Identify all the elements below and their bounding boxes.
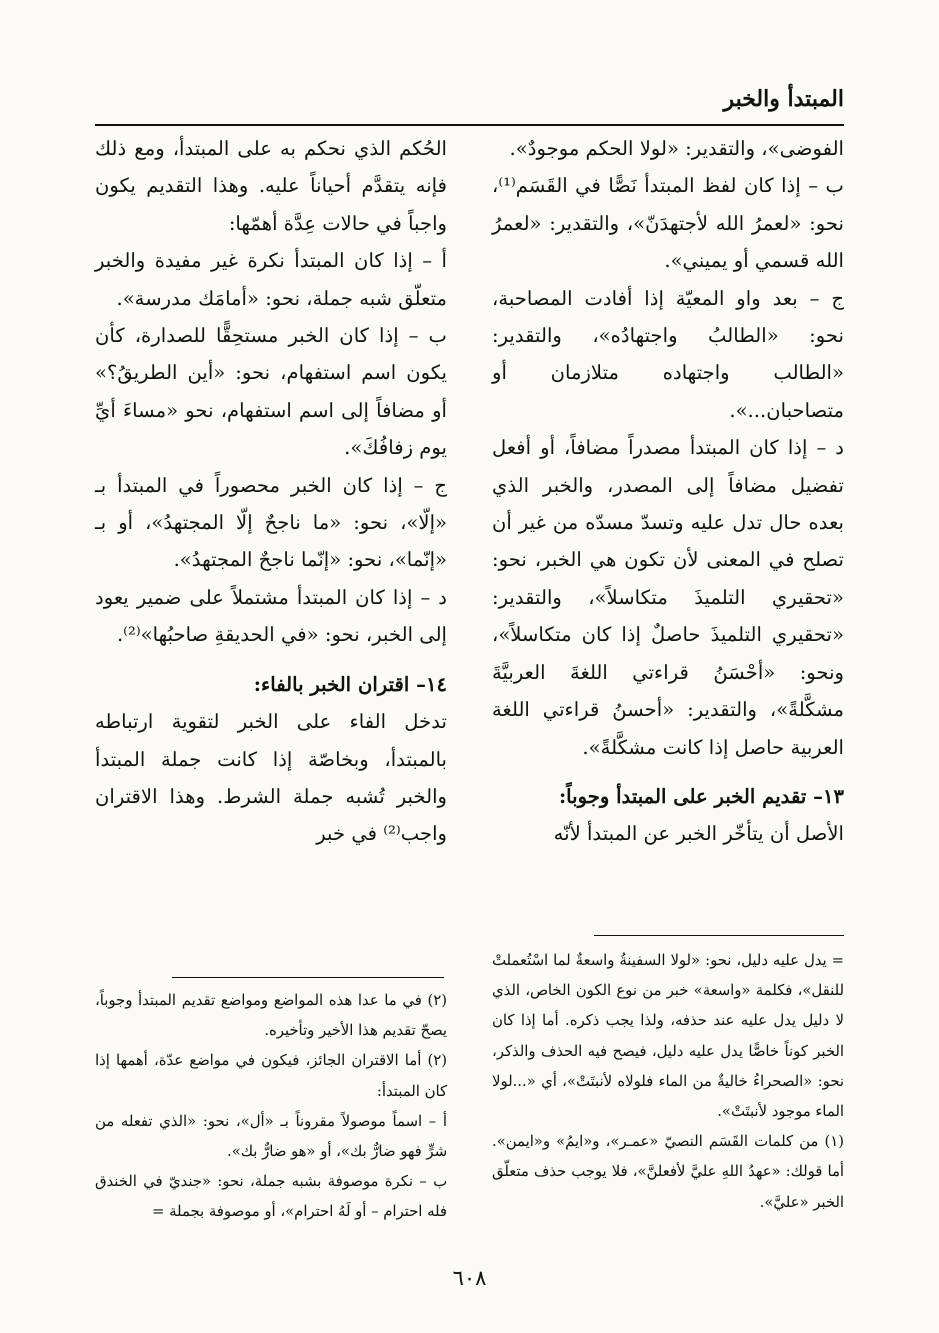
footnote: ب – نكرة موصوفة بشبه جملة، نحو: «جنديّ في الخندق فله احترام – أو لَهُ احترام»، أو موصوفة بجملة = bbox=[95, 1173, 447, 1221]
footnotes-right bbox=[492, 946, 844, 1218]
paragraph: أ – إذا كان المبتدأ نكرة غير مفيدة والخبر متعلّق شبه جملة، نحو: «أمامَك مدرسة». bbox=[95, 249, 447, 310]
right-column bbox=[492, 130, 844, 853]
footnote-rule-left bbox=[172, 977, 444, 978]
footnote-rule-right bbox=[594, 935, 844, 936]
running-head: المبتدأ والخبر bbox=[723, 86, 844, 112]
section-heading-14: ١٤– اقتران الخبر بالفاء: bbox=[253, 672, 447, 696]
paragraph: الأصل أن يتأخّر الخبر عن المبتدأ لأنّه bbox=[553, 822, 844, 846]
paragraph: ب – إذا كان الخبر مستحِقًّا للصدارة، كأن يكون اسم استفهام، نحو: «أين الطريقُ؟» أو مضافاً إلى اسم استفهام، نحو «مساءَ أيِّ يوم زفافُكَ». bbox=[95, 324, 447, 460]
paragraph: الفوضى»، والتقدير: «لولا الحكم موجودٌ». bbox=[509, 137, 844, 160]
paragraph: تدخل الفاء على الخبر لتقوية ارتباطه بالمبتدأ، وبخاصّة إذا كانت جملة المبتدأ والخبر تُشبه جملة الشرط. وهذا الاقتران واجب⁽²⁾ في خبر bbox=[95, 710, 447, 846]
paragraph: الحُكم الذي نحكم به على المبتدأ، ومع ذلك فإنه يتقدَّم أحياناً عليه. وهذا التقديم يكون واجباً في حالات عِدَّة أهمّها: bbox=[95, 137, 447, 235]
footnotes-left bbox=[95, 986, 447, 1228]
footnote: (٢) في ما عدا هذه المواضع ومواضع تقديم المبتدأ وجوباً، يصحّ تقديم هذا الأخير وتأخيره. bbox=[95, 992, 447, 1040]
left-column bbox=[95, 130, 447, 853]
section-heading-13: ١٣– تقديم الخبر على المبتدأ وجوباً: bbox=[558, 784, 844, 808]
footnote: (١) من كلمات القَسَم النصيّ «عمـر»، و«ايمُ» و«ايمن». أما قولك: «عهدُ اللهِ عليَّ لأفعلنَّ»، فلا يوجب حذف متعلّق الخبر «عليَّ». bbox=[492, 1133, 844, 1211]
footnote: (٢) أما الاقتران الجائز، فيكون في مواضع عدّة، أهمها إذا كان المبتدأ: bbox=[95, 1052, 447, 1100]
paragraph: د – إذا كان المبتدأ مشتملاً على ضمير يعود إلى الخبر، نحو: «في الحديقةِ صاحبُها»⁽²⁾. bbox=[95, 585, 447, 647]
paragraph: د – إذا كان المبتدأ مصدراً مضافاً، أو أفعل تفضيل مضافاً إلى المصدر، والخبر الذي بعده حال تدل عليه وتسدّ مسدّه من غير أن تصلح في المعنى لأن تكون هي الخبر، نحو: «تحقيري التلميذَ متكاسلاً»، والتقدير: «تحقيري التلميذَ حاصلٌ إذا كان متكاسلاً»، ونحو: «أحْسَنُ قراءتي اللغةَ العربيَّةَ مشكَّلةً»، والتقدير: «أحسنُ قراءتي اللغة العربية حاصل إذا كانت مشكَّلةً». bbox=[492, 436, 844, 759]
footnote: أ – اسماً موصولاً مقروناً بـ «أل»، نحو: «الذي تفعله من شرٍّ فهو ضارٌّ بك»، أو «هو ضارٌّ بك». bbox=[95, 1112, 447, 1161]
footnote: = يدل عليه دليل، نحو: «لولا السفينةُ واسعةٌ لما اسْتُعملتْ للنقل»، فكلمة «واسعة» خبر من نوع الكون الخاص، الذي لا دليل يدل عليه عند حذفه، ولذا يجب ذكره. أما إذا كان الخبر كوناً خاصًّا يدل عليه دليل، فيصح فيه الحذف والذكر، نحو: «الصحراءُ خاليةٌ من الماء فلولاه لأنبتَتْ»، أي «...لولا الماء موجود لأنبتَتْ». bbox=[492, 952, 844, 1121]
page-number: ٦٠٨ bbox=[452, 1266, 487, 1290]
header-rule bbox=[95, 124, 844, 126]
paragraph: ج – إذا كان الخبر محصوراً في المبتدأ بـ «إلّا»، نحو: «ما ناجحٌ إلّا المجتهدُ»، أو بـ «إنّما»، نحو: «إنّما ناجحٌ المجتهدُ». bbox=[95, 473, 447, 572]
paragraph: ج – بعد واو المعيّة إذا أفادت المصاحبة، نحو: «الطالبُ واجتهادُه»، والتقدير: «الطالب واجتهاده متلازمان أو متصاحبان...». bbox=[492, 286, 844, 422]
paragraph: ب – إذا كان لفظ المبتدأ نَصًّا في القَسَم⁽¹⁾، نحو: «لعمرُ الله لأجتهدَنّ»، والتقدير: «لعمرُ الله قسمي أو يميني». bbox=[492, 174, 844, 273]
